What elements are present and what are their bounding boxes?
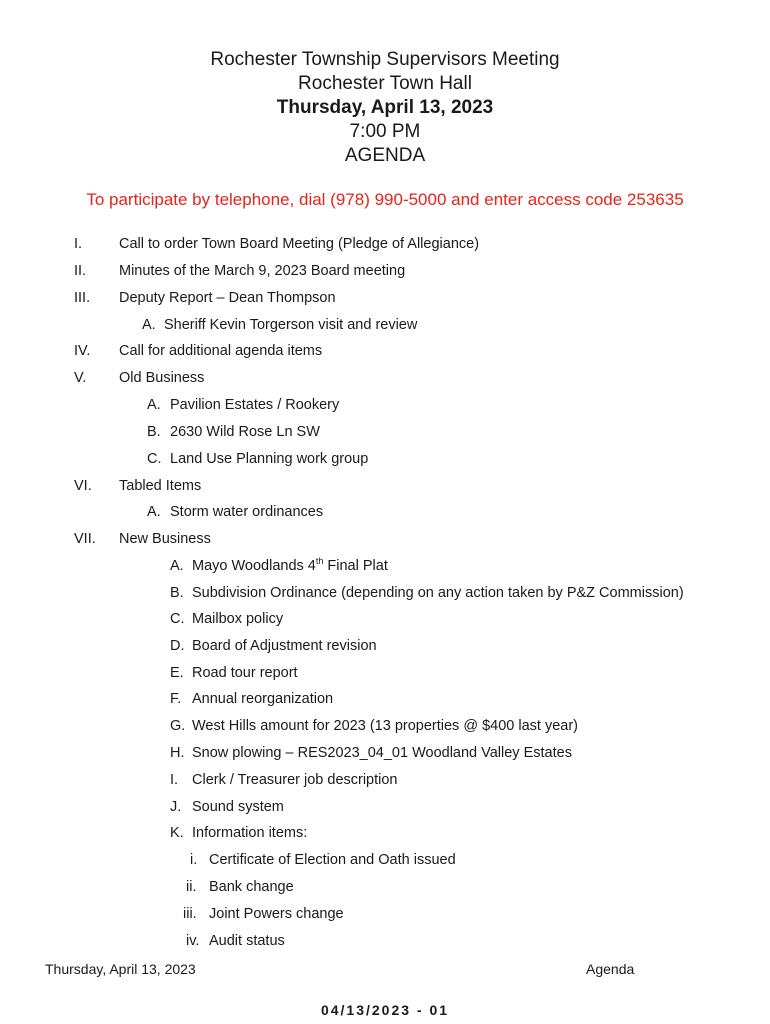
agenda-item-label: Call to order Town Board Meeting (Pledge of Allegiance) xyxy=(119,236,480,252)
agenda-item-marker: IV. xyxy=(74,343,91,359)
agenda-item-marker: H. xyxy=(170,745,185,761)
agenda-item-text xyxy=(209,878,294,896)
agenda-item-text xyxy=(170,396,339,414)
agenda-item-label: Sheriff Kevin Torgerson visit and review xyxy=(164,317,418,333)
agenda-item-marker: III. xyxy=(74,290,91,306)
agenda-item-text xyxy=(192,557,388,575)
agenda-item-text xyxy=(192,744,572,762)
agenda-item-text xyxy=(192,798,284,816)
agenda-item-text xyxy=(170,450,368,468)
agenda-item-label: Road tour report xyxy=(192,665,298,681)
agenda-item-label: Call for additional agenda items xyxy=(119,343,323,359)
agenda-item-marker: A. xyxy=(147,397,161,413)
agenda-item-text xyxy=(119,342,322,360)
agenda-item-marker: A. xyxy=(142,317,156,333)
agenda-item-text xyxy=(119,530,211,548)
agenda-item-label: Mayo Woodlands 4 xyxy=(192,558,316,574)
agenda-item-label: New Business xyxy=(119,531,211,547)
agenda-item-label: Sound system xyxy=(192,799,284,815)
agenda-item-marker: G. xyxy=(170,718,186,734)
ordinal-suffix: th xyxy=(315,556,324,567)
agenda-item-marker: E. xyxy=(170,665,184,681)
agenda-item-marker: VI. xyxy=(74,478,92,494)
agenda-item-marker: iii. xyxy=(183,906,197,922)
agenda-item-label: Pavilion Estates / Rookery xyxy=(170,397,340,413)
agenda-item-marker: I. xyxy=(74,236,83,252)
agenda-item-marker: K. xyxy=(170,825,184,841)
agenda-item-label: Certificate of Election and Oath issued xyxy=(209,852,456,868)
agenda-item-marker: C. xyxy=(170,611,185,627)
agenda-item-text xyxy=(192,637,377,655)
phone-notice: To participate by telephone, dial (978) 990-5000 and enter access code 253635 xyxy=(86,190,684,209)
agenda-heading: AGENDA xyxy=(344,145,426,166)
agenda-item-label: Land Use Planning work group xyxy=(170,451,369,467)
meeting-title: Rochester Township Supervisors Meeting xyxy=(210,49,560,70)
agenda-item-label: Snow plowing – RES2023_04_01 Woodland Valley Estates xyxy=(192,745,572,761)
agenda-item-text xyxy=(192,610,283,628)
agenda-item-label-cont: Final Plat xyxy=(323,558,388,574)
agenda-item-marker: II. xyxy=(74,263,87,279)
meeting-location: Rochester Town Hall xyxy=(298,73,472,94)
footer-label: Agenda xyxy=(586,961,635,977)
agenda-item-marker: J. xyxy=(170,799,182,815)
agenda-item-text xyxy=(209,851,456,869)
agenda-item-text xyxy=(209,932,285,950)
agenda-item-label: 2630 Wild Rose Ln SW xyxy=(170,424,320,440)
agenda-item-text xyxy=(119,369,204,387)
agenda-item-text xyxy=(192,690,333,708)
agenda-item-label: Deputy Report – Dean Thompson xyxy=(119,290,336,306)
agenda-item-marker: i. xyxy=(190,852,198,868)
agenda-item-text xyxy=(192,717,578,735)
agenda-item-label: Annual reorganization xyxy=(192,691,334,707)
agenda-item-marker: A. xyxy=(170,558,184,574)
agenda-item-text xyxy=(192,664,298,682)
footer-date: Thursday, April 13, 2023 xyxy=(45,961,196,977)
agenda-item-label: Bank change xyxy=(209,879,294,895)
agenda-item-marker: iv. xyxy=(186,933,200,949)
agenda-item-label: Audit status xyxy=(209,933,285,949)
meeting-time: 7:00 PM xyxy=(349,121,421,142)
agenda-item-text xyxy=(209,905,344,923)
page-code: 04/13/2023 - 01 xyxy=(320,1002,450,1018)
agenda-item-label: Old Business xyxy=(119,370,205,386)
agenda-item-marker: V. xyxy=(74,370,87,386)
agenda-item-text xyxy=(192,771,398,789)
agenda-item-label: Information items: xyxy=(192,825,308,841)
agenda-item-label: Board of Adjustment revision xyxy=(192,638,377,654)
agenda-item-marker: ii. xyxy=(186,879,197,895)
agenda-item-label: Clerk / Treasurer job description xyxy=(192,772,398,788)
agenda-item-marker: I. xyxy=(170,772,179,788)
agenda-item-marker: VII. xyxy=(74,531,96,547)
agenda-item-text xyxy=(119,235,479,253)
agenda-item-text xyxy=(170,423,320,441)
agenda-item-label: Subdivision Ordinance (depending on any action taken by P&Z Commission) xyxy=(192,585,684,601)
agenda-item-marker: B. xyxy=(147,424,161,440)
agenda-item-text xyxy=(164,316,417,334)
agenda-item-text xyxy=(119,289,336,307)
agenda-item-label: Storm water ordinances xyxy=(170,504,324,520)
agenda-item-label: Tabled Items xyxy=(119,478,202,494)
agenda-item-label: West Hills amount for 2023 (13 properties @ $400 last year) xyxy=(192,718,578,734)
agenda-item-marker: A. xyxy=(147,504,161,520)
agenda-item-text xyxy=(170,503,323,521)
agenda-item-marker: B. xyxy=(170,585,184,601)
agenda-item-text xyxy=(119,477,201,495)
agenda-item-marker: C. xyxy=(147,451,162,467)
agenda-item-text xyxy=(192,584,684,602)
agenda-item-marker: F. xyxy=(170,691,182,707)
meeting-date: Thursday, April 13, 2023 xyxy=(276,97,494,118)
agenda-item-marker: D. xyxy=(170,638,185,654)
agenda-item-label: Mailbox policy xyxy=(192,611,284,627)
agenda-item-label: Joint Powers change xyxy=(209,906,344,922)
agenda-item-text xyxy=(192,824,307,842)
agenda-item-label: Minutes of the March 9, 2023 Board meeting xyxy=(119,263,406,279)
agenda-item-text xyxy=(119,262,405,280)
